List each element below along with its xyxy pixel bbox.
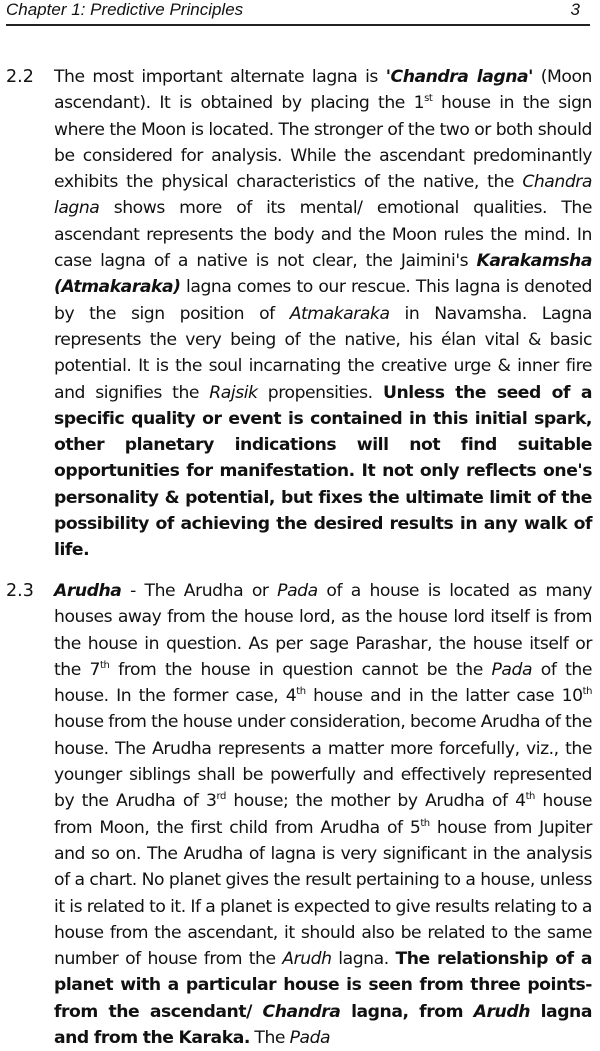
term-karakamsha: Karakamsha (Atmakaraka) [54, 251, 592, 298]
ordinal-suffix: th [100, 659, 110, 671]
page-number: 3 [570, 0, 580, 19]
text: in Navamsha. Lagna represents the very being of the native, his élan vital & basic potential. It is the soul incarnating the creative urge & inner fire and signifies the [54, 303, 593, 403]
term-chandra-lagna-italic: Chandra lagna [54, 172, 592, 219]
text: shows more of its mental/ emotional qualities. The ascendant represents the body and the Moon rules the mind. In case lagna of a native is not clear, the Jaimini's [54, 198, 592, 272]
text: The [249, 1028, 290, 1049]
text: house; the mother by Arudha of 4 [225, 791, 526, 812]
term-arudh: Arudh [282, 949, 332, 970]
term-pada: Pada [277, 581, 318, 601]
chapter-title: Chapter 1: Predictive Principles [6, 0, 244, 19]
term-rajsik: Rajsik [209, 382, 258, 403]
text: house in the sign where the Moon is located. The stronger of the two or both should be considered for analysis. While the ascendant predominantly exhibits the physical characteristics of the native, the [54, 93, 592, 193]
text: (Moon ascendant). It is obtained by placing the 1 [54, 67, 592, 114]
text: The most important alternate lagna is [54, 67, 386, 87]
text: lagna comes to our rescue. This lagna is denoted by the sign position of [54, 277, 592, 324]
text: house and in the latter case 10 [305, 686, 583, 707]
text: of the house. In the former case, 4 [54, 659, 592, 707]
section-number: 2.2 [6, 67, 34, 87]
section-text [54, 64, 592, 564]
section-2-2 [6, 64, 596, 564]
bold-passage: lagna, from [340, 1001, 474, 1022]
term-chandra-lagna: 'Chandra lagna' [385, 67, 533, 87]
text: of a house is located as many houses away from the house lord, as the house lord itself is from the house in question. As per sage Parashar, the house itself or the 7 [54, 581, 592, 680]
text: from the house in question cannot be the [109, 659, 492, 680]
section-2-3 [6, 578, 596, 1051]
text: lagna. [331, 949, 396, 970]
ordinal-suffix: th [525, 791, 535, 803]
ordinal-suffix: th [420, 817, 430, 829]
ordinal-suffix: st [424, 93, 433, 105]
bold-passage: The relationship of a planet with a particular house is seen from three points- from the ascendant/ [54, 949, 593, 1022]
section-number: 2.3 [6, 581, 34, 601]
bold-passage: lagna and from the Karaka. [54, 1001, 592, 1049]
term-atmakaraka: Atmakaraka [289, 303, 390, 324]
term-pada: Pada [289, 1028, 331, 1049]
text: propensities. [257, 382, 383, 403]
term-arudha: Arudha [54, 581, 122, 601]
section-text [54, 578, 592, 1051]
ordinal-suffix: th [296, 686, 306, 698]
term-arudh-bold: Arudh [473, 1001, 530, 1022]
bold-passage: Unless the seed of a specific quality or event is contained in this initial spark, other planetary indications will not find suitable opportunities for manifestation. It not only reflects one's personality & potential, but fixes the ultimate limit of the possibility of achieving the desired results in any walk of life. [54, 382, 593, 561]
text: house from Moon, the first child from Arudha of 5 [54, 791, 592, 838]
ordinal-suffix: th [582, 686, 592, 698]
text: - The Arudha or [121, 581, 278, 601]
term-chandra-bold: Chandra [262, 1001, 341, 1022]
ordinal-suffix: rd [216, 791, 226, 803]
text: house from the house under consideration, become Arudha of the house. The Arudha represents a matter more forcefully, viz., the younger siblings shall be powerfully and effectively represented by the Arudha of 3 [54, 712, 592, 812]
term-pada: Pada [491, 659, 533, 680]
text: house from Jupiter and so on. The Arudha of lagna is very significant in the analysis of a chart. No planet gives the result pertaining to a house, unless it is related to it. If a planet is expected to give results relating to a house from the ascendant, it should also be related to the same number of house from the [54, 817, 592, 970]
page-header [6, 0, 590, 26]
